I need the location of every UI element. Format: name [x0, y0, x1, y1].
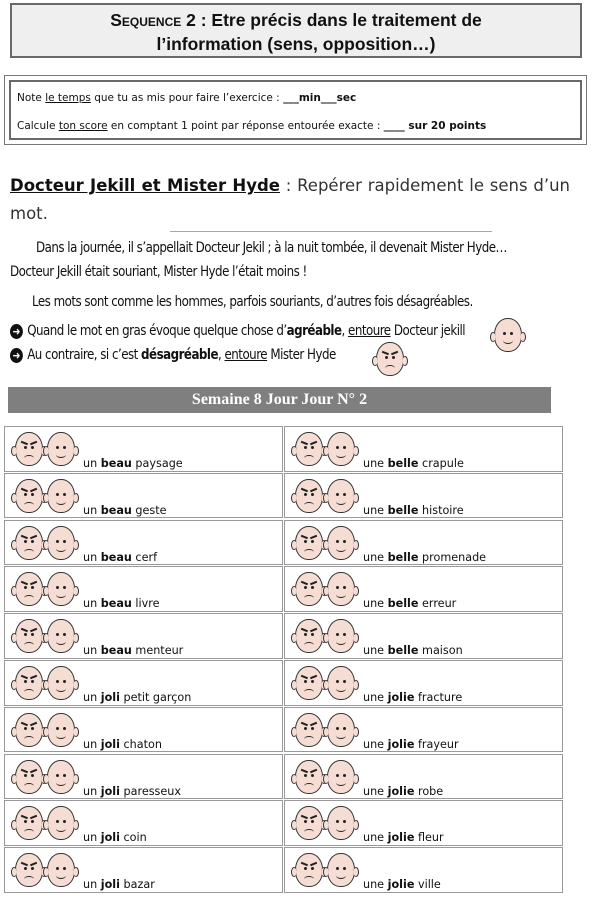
word-adjective: jolie	[387, 831, 415, 845]
face-choices	[295, 760, 359, 794]
sequence-title-line1	[12, 8, 580, 32]
word-noun: geste	[131, 503, 167, 517]
word-adjective: jolie	[387, 784, 415, 798]
word-label	[363, 597, 456, 610]
face-choices	[295, 432, 359, 466]
word-label	[83, 831, 147, 844]
time-text-b: que tu as mis pour faire l’exercice :	[90, 92, 284, 104]
word-adjective: joli	[100, 784, 120, 798]
angry-face-icon[interactable]	[15, 760, 43, 794]
word-cell	[4, 613, 283, 659]
face-choices	[15, 619, 79, 653]
word-noun: frayeur	[414, 737, 459, 751]
happy-face-icon[interactable]	[327, 619, 355, 653]
score-box	[4, 75, 587, 145]
word-determiner: un	[83, 550, 101, 564]
rule2-text-a: Au contraire, si c’est	[27, 347, 142, 363]
happy-face-icon[interactable]	[327, 572, 355, 606]
arrow-right-circle-icon: ➜	[10, 324, 23, 339]
happy-face-icon[interactable]	[47, 432, 75, 466]
word-determiner: un	[83, 644, 101, 658]
word-adjective: jolie	[387, 691, 415, 704]
score-text-a: Calcule	[17, 120, 59, 132]
rule1-text-c: Docteur jekill	[390, 323, 466, 339]
time-blank-field[interactable]: ___min___sec	[283, 92, 357, 104]
happy-face-icon[interactable]	[327, 760, 355, 794]
word-cell	[4, 754, 283, 800]
word-noun: crapule	[418, 457, 464, 470]
word-adjective: beau	[100, 457, 132, 470]
word-label	[83, 504, 167, 517]
word-determiner: une	[363, 878, 388, 892]
word-adjective: beau	[100, 597, 132, 611]
word-adjective: belle	[387, 457, 419, 470]
word-adjective: joli	[100, 737, 120, 751]
word-adjective: beau	[100, 503, 132, 517]
angry-face-icon[interactable]	[295, 619, 323, 653]
word-determiner: un	[83, 737, 101, 751]
face-choices	[15, 853, 79, 887]
word-cell	[284, 613, 563, 659]
word-noun: coin	[119, 831, 147, 845]
word-cell	[284, 707, 563, 753]
face-choices	[295, 572, 359, 606]
word-determiner: une	[363, 644, 388, 658]
angry-face-icon[interactable]	[15, 619, 43, 653]
left-column	[4, 426, 284, 894]
happy-face-icon[interactable]	[47, 479, 75, 513]
angry-face-icon[interactable]	[295, 572, 323, 606]
angry-face-icon[interactable]	[15, 572, 43, 606]
word-cell	[284, 754, 563, 800]
word-label	[83, 597, 160, 610]
time-text-underlined: le temps	[45, 92, 91, 104]
face-choices	[15, 432, 79, 466]
word-label	[83, 691, 191, 704]
word-noun: histoire	[418, 503, 464, 517]
word-noun: ville	[414, 878, 441, 892]
happy-face-icon[interactable]	[47, 666, 75, 700]
word-determiner: une	[363, 457, 388, 470]
word-cell	[284, 473, 563, 519]
word-label	[83, 551, 157, 564]
word-adjective: joli	[100, 831, 120, 845]
word-label	[83, 457, 183, 470]
word-cell	[4, 426, 283, 472]
rule-agreeable	[10, 323, 465, 339]
face-choices	[295, 666, 359, 700]
word-noun: promenade	[418, 550, 487, 564]
word-noun: erreur	[418, 597, 457, 611]
heading-separator	[170, 231, 492, 232]
time-line	[17, 92, 356, 104]
angry-face-icon[interactable]	[295, 479, 323, 513]
story-line-2: Docteur Jekill était souriant, Mister Hyde l’était moins !	[10, 264, 307, 280]
word-determiner: un	[83, 784, 101, 798]
face-choices	[295, 619, 359, 653]
rule1-underlined: entoure	[348, 323, 391, 339]
happy-face-icon[interactable]	[47, 572, 75, 606]
word-noun: chaton	[119, 737, 162, 751]
face-choices	[295, 479, 359, 513]
word-noun: robe	[414, 784, 444, 798]
sequence-title-line2: l’information (sens, opposition…)	[156, 34, 436, 54]
word-determiner: un	[83, 831, 101, 845]
score-text-b: en comptant 1 point par réponse entourée exacte :	[107, 120, 384, 132]
word-determiner: une	[363, 597, 388, 611]
happy-face-icon[interactable]	[47, 619, 75, 653]
angry-face-icon[interactable]	[15, 806, 43, 840]
word-cell	[4, 520, 283, 566]
score-blank-field[interactable]: ____ sur 20 points	[383, 120, 487, 132]
word-adjective: belle	[387, 644, 419, 658]
angry-face-icon[interactable]	[295, 713, 323, 747]
face-choices	[15, 526, 79, 560]
right-column	[284, 426, 564, 894]
word-adjective: belle	[387, 597, 419, 611]
word-label	[363, 738, 459, 751]
word-noun: paysage	[131, 457, 183, 470]
word-label	[83, 878, 155, 891]
word-determiner: un	[83, 503, 101, 517]
arrow-right-circle-icon: ➜	[10, 348, 23, 363]
happy-face-icon[interactable]	[47, 853, 75, 887]
word-adjective: joli	[100, 691, 120, 704]
happy-face-icon[interactable]	[327, 853, 355, 887]
rule2-text-c: Mister Hyde	[267, 347, 336, 363]
word-noun: bazar	[119, 878, 155, 892]
word-label	[363, 504, 464, 517]
happy-face-icon[interactable]	[327, 526, 355, 560]
word-determiner: une	[363, 691, 388, 704]
time-text-a: Note	[17, 92, 46, 104]
rule1-text-b: ,	[341, 323, 349, 339]
word-cell	[4, 473, 283, 519]
exercise-subtitle: : Repérer rapidement le sens d’un mot.	[10, 176, 570, 223]
word-noun: cerf	[131, 550, 158, 564]
angry-face-icon[interactable]	[295, 526, 323, 560]
word-noun: paresseux	[119, 784, 181, 798]
story-line-1: Dans la journée, il s’appellait Docteur Jekil ; à la nuit tombée, il devenait Mister Hyde…	[36, 240, 507, 256]
word-label	[83, 738, 162, 751]
word-noun: fracture	[414, 691, 463, 704]
word-label	[363, 878, 441, 891]
face-choices	[15, 806, 79, 840]
word-cell	[4, 660, 283, 706]
word-adjective: beau	[100, 644, 132, 658]
word-label	[363, 457, 464, 470]
angry-face-icon[interactable]	[15, 666, 43, 700]
score-text-underlined: ton score	[58, 120, 108, 132]
word-determiner: une	[363, 831, 388, 845]
face-choices	[15, 713, 79, 747]
happy-face-icon[interactable]	[47, 806, 75, 840]
word-label	[83, 785, 181, 798]
happy-face-icon[interactable]	[47, 713, 75, 747]
happy-face-icon[interactable]	[47, 760, 75, 794]
word-cell	[284, 847, 563, 893]
angry-face-icon[interactable]	[295, 760, 323, 794]
word-determiner: une	[363, 550, 388, 564]
angry-face-icon[interactable]	[295, 666, 323, 700]
happy-face-icon[interactable]	[47, 526, 75, 560]
word-noun: livre	[131, 597, 160, 611]
word-label	[363, 831, 444, 844]
rule2-underlined: entoure	[224, 347, 268, 363]
word-determiner: un	[83, 878, 101, 892]
word-cell	[284, 660, 563, 706]
word-noun: maison	[418, 644, 463, 658]
word-determiner: un	[83, 597, 101, 611]
rule2-bold: désagréable	[141, 347, 218, 363]
word-label	[363, 551, 486, 564]
word-cell	[4, 566, 283, 612]
rule1-bold: agréable	[286, 323, 342, 339]
rule-disagreeable	[10, 347, 336, 363]
face-choices	[15, 760, 79, 794]
word-noun: fleur	[414, 831, 444, 845]
face-choices	[15, 479, 79, 513]
angry-face-icon[interactable]	[295, 806, 323, 840]
exercise-title: Docteur Jekill et Mister Hyde	[10, 176, 280, 195]
word-adjective: joli	[100, 878, 120, 892]
word-determiner: une	[363, 503, 388, 517]
face-choices	[295, 713, 359, 747]
rule1-text-a: Quand le mot en gras évoque quelque chose d’	[27, 323, 287, 339]
angry-face-icon[interactable]	[295, 432, 323, 466]
happy-face-icon[interactable]	[327, 806, 355, 840]
angry-face-icon	[376, 342, 404, 376]
word-label	[363, 644, 463, 657]
face-choices	[15, 666, 79, 700]
angry-face-icon[interactable]	[295, 853, 323, 887]
happy-face-icon[interactable]	[327, 666, 355, 700]
face-choices	[295, 806, 359, 840]
score-inner-frame	[9, 80, 582, 140]
word-determiner: une	[363, 784, 388, 798]
angry-face-icon[interactable]	[15, 432, 43, 466]
exercise-heading	[10, 172, 570, 228]
word-noun: petit garçon	[119, 691, 192, 704]
angry-face-icon[interactable]	[15, 526, 43, 560]
happy-face-icon	[494, 318, 522, 352]
face-choices	[295, 853, 359, 887]
word-grid	[4, 426, 563, 896]
rule2-text-b: ,	[217, 347, 225, 363]
word-adjective: beau	[100, 550, 132, 564]
word-adjective: belle	[387, 503, 419, 517]
word-adjective: belle	[387, 550, 419, 564]
sequence-title-text: : Etre précis dans le traitement de	[195, 10, 482, 30]
word-cell	[4, 800, 283, 846]
sequence-label: Sequence 2	[110, 10, 196, 30]
word-label	[363, 785, 443, 798]
word-cell	[284, 566, 563, 612]
angry-face-icon[interactable]	[15, 713, 43, 747]
angry-face-icon[interactable]	[15, 853, 43, 887]
happy-face-icon[interactable]	[327, 479, 355, 513]
face-choices	[295, 526, 359, 560]
word-cell	[284, 520, 563, 566]
word-adjective: jolie	[387, 737, 415, 751]
word-determiner: une	[363, 737, 388, 751]
word-label	[363, 691, 462, 704]
word-noun: menteur	[131, 644, 184, 658]
happy-face-icon[interactable]	[327, 432, 355, 466]
word-label	[83, 644, 183, 657]
word-determiner: un	[83, 691, 101, 704]
sequence-title-box	[10, 3, 582, 58]
example-happy-face	[494, 318, 522, 352]
happy-face-icon[interactable]	[327, 713, 355, 747]
face-choices	[15, 572, 79, 606]
story-line-3: Les mots sont comme les hommes, parfois souriants, d’autres fois désagréables.	[32, 294, 473, 310]
word-adjective: jolie	[387, 878, 415, 892]
score-line	[17, 120, 486, 132]
angry-face-icon[interactable]	[15, 479, 43, 513]
day-banner: Semaine 8 Jour Jour N° 2	[8, 387, 551, 413]
word-cell	[284, 426, 563, 472]
word-determiner: un	[83, 457, 101, 470]
word-cell	[4, 707, 283, 753]
word-cell	[4, 847, 283, 893]
example-angry-face	[376, 342, 404, 376]
word-cell	[284, 800, 563, 846]
